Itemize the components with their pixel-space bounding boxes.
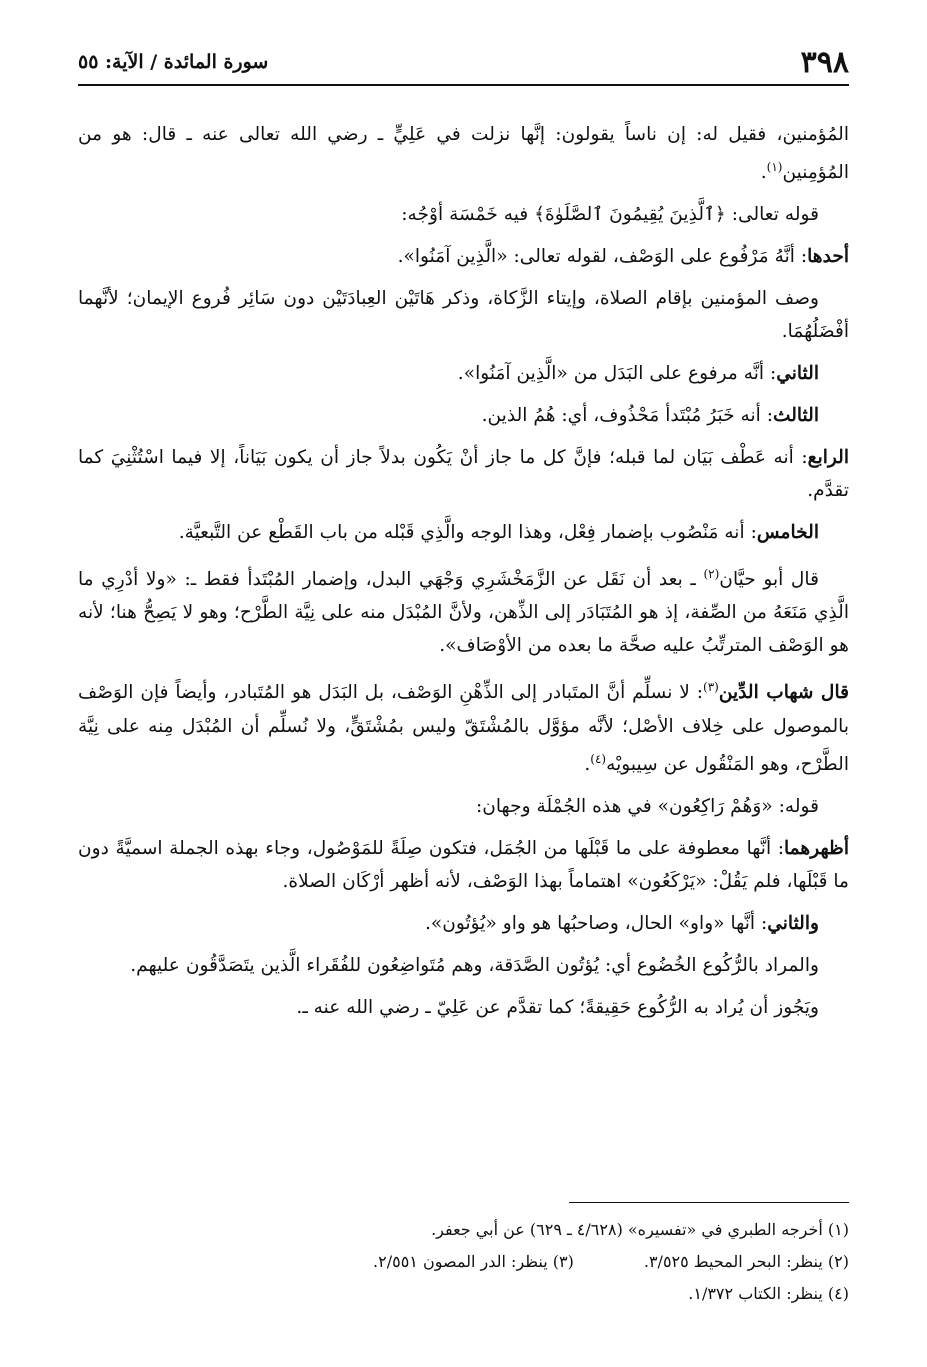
paragraph: الثاني: أنَّه مرفوع على البَدَل من «الَّذِين آمَنُوا». bbox=[457, 363, 819, 385]
page-body bbox=[78, 118, 849, 1033]
footnote: (١) أخرجه الطبري في «تفسيره» (٤/٦٢٨ ـ ٦٢٩) عن أبي جعفر. bbox=[431, 1220, 849, 1239]
footnote-ref: (٢) bbox=[703, 567, 720, 582]
paragraph: قال شهاب الدِّين$^{(٣)}$: لا نسلِّم أنَّ المتَبادر إلى الذِّهْنِ الوَصْف، بل البَدَل هو المُتَبادر، وأيضاً فإن الوَصْف بالموصول على خِلاف الأصْل؛ لأنَّه مؤوَّل بالمُشْتَقّ وليس بمُشْتَقٍّ، ولا نُسلِّم أن المُبْدَل مِنه على نِيَّة الطَّرْح، وهو المَنْقُول عن سِيبويْه$^{(٤)}$. bbox=[78, 680, 849, 775]
page-number: ٣٩٨ bbox=[800, 44, 849, 80]
paragraph: والثاني: أنَّها «واو» الحال، وصاحبُها هو واو «يُؤتُون». bbox=[424, 912, 819, 934]
paragraph-lead: قال شهاب الدِّين bbox=[718, 682, 849, 704]
paragraph: الخامس: أنه مَنْصُوب بإضمار فِعْل، وهذا الوجه والَّذِي قَبْله من باب القَطْع عن التَّبعيَّة. bbox=[178, 522, 819, 544]
footnote-ref: (١) bbox=[766, 160, 783, 174]
paragraph: قوله تعالى: ﴿ٱلَّذِينَ يُقِيمُونَ ٱلصَّلَوٰةَ﴾ فيه خَمْسَة أوْجُه: bbox=[401, 204, 819, 226]
paragraph: قال أبو حيَّان$^{(٢)}$ ـ بعد أن نَقَل عن الزَّمَخْشَرِي وَجْهَي البدل، وإضمار المُبْتَدأ فقط ـ: «ولا أدْرِي ما الَّذِي مَنَعَهُ من الصِّفة، إذ هو المُتَبَادَر إلى الذِّهن، ولأنَّ المُبْدَل منه على نِيَّة الطَّرْح؛ وهو لا يَصِحُّ هنا؛ لأنه هو الوَصْف المترتِّبُ عليه صحَّة ما بعده من الأوْصَاف». bbox=[78, 567, 849, 657]
paragraph-lead: أظهرهما bbox=[783, 837, 849, 859]
paragraph: قوله: «وَهُمْ رَاكِعُون» في هذه الجُمْلَة وجهان: bbox=[475, 795, 819, 817]
paragraph: ويَجُوز أن يُراد به الرُّكُوع حَقِيقةً؛ كما تقدَّم عن عَلِيّ ـ رضي الله عنه ـ. bbox=[296, 996, 819, 1018]
paragraph: والمراد بالرُّكُوع الخُضُوع أي: يُؤتُون الصَّدَقة، وهم مُتَواضِعُون للفُقَراء الَّذين يتَصَدَّقُون عليهم. bbox=[130, 954, 819, 976]
paragraph: الرابع: أنه عَطْف بَيَان لما قبله؛ فإنَّ كل ما جاز أنْ يَكُون بدلاً جاز أن يكون بَيَاناً، إلا فيما اسْتُثْنِيَ كما تقدَّم. bbox=[78, 447, 849, 502]
footnote: (٢) ينظر: البحر المحيط ٣/٥٢٥. bbox=[643, 1252, 849, 1271]
paragraph-lead: الثاني bbox=[776, 363, 819, 385]
paragraph: أظهرهما: أنَّها معطوفة على ما قَبْلَها من الجُمَل، فتكون صِلَةً للمَوْصُول، وجاء بهذه الجملة اسميَّةً دون ما قَبْلَها، فلم يَقُلْ: «يَرْكَعُون» اهتماماً بهذا الوَصْف، لأنه أظهر أرْكَان الصلاة. bbox=[78, 837, 849, 892]
footnote-row bbox=[78, 1246, 849, 1278]
paragraph-lead: والثاني bbox=[767, 912, 819, 934]
paragraph-lead: أحدها bbox=[807, 246, 849, 268]
footnote-divider bbox=[569, 1202, 849, 1203]
footnote: (٤) ينظر: الكتاب ١/٣٧٢. bbox=[688, 1284, 849, 1303]
paragraph: الثالث: أنه خَبَرُ مُبْتَدأ مَحْذُوف، أي: هُمُ الذين. bbox=[481, 405, 819, 427]
footnotes bbox=[78, 1214, 849, 1310]
footnote-ref: (٤) bbox=[590, 751, 607, 766]
paragraph-lead: الخامس bbox=[756, 522, 819, 544]
page-header bbox=[78, 40, 849, 86]
paragraph: أحدها: أنَّهُ مَرْفُوع على الوَصْف، لقوله تعالى: «الَّذِين آمَنُوا». bbox=[397, 246, 849, 268]
footnote-ref: (٣) bbox=[703, 680, 719, 695]
footnote: (٣) ينظر: الدر المصون ٢/٥٥١. bbox=[373, 1252, 574, 1271]
paragraph-lead: الرابع bbox=[807, 447, 849, 469]
paragraph: المُؤمنين، فقيل له: إن ناساً يقولون: إنَّها نزلت في عَلِيٍّ ـ رضي الله تعالى عنه ـ قال: هو من المُؤمِنين$^{(١)}$. bbox=[78, 124, 849, 184]
paragraph: وصف المؤمنين بإقام الصلاة، وإيتاء الزَّكاة، وذكر هَاتَيْن العِبادَتَيْن دون سَائِر فُروع الإيمان؛ لأنَّهما أفْضَلُهُمَا. bbox=[78, 288, 849, 343]
paragraph-lead: الثالث bbox=[772, 405, 819, 427]
surah-verse-label: سورة المائدة / الآية: ٥٥ bbox=[78, 51, 269, 73]
